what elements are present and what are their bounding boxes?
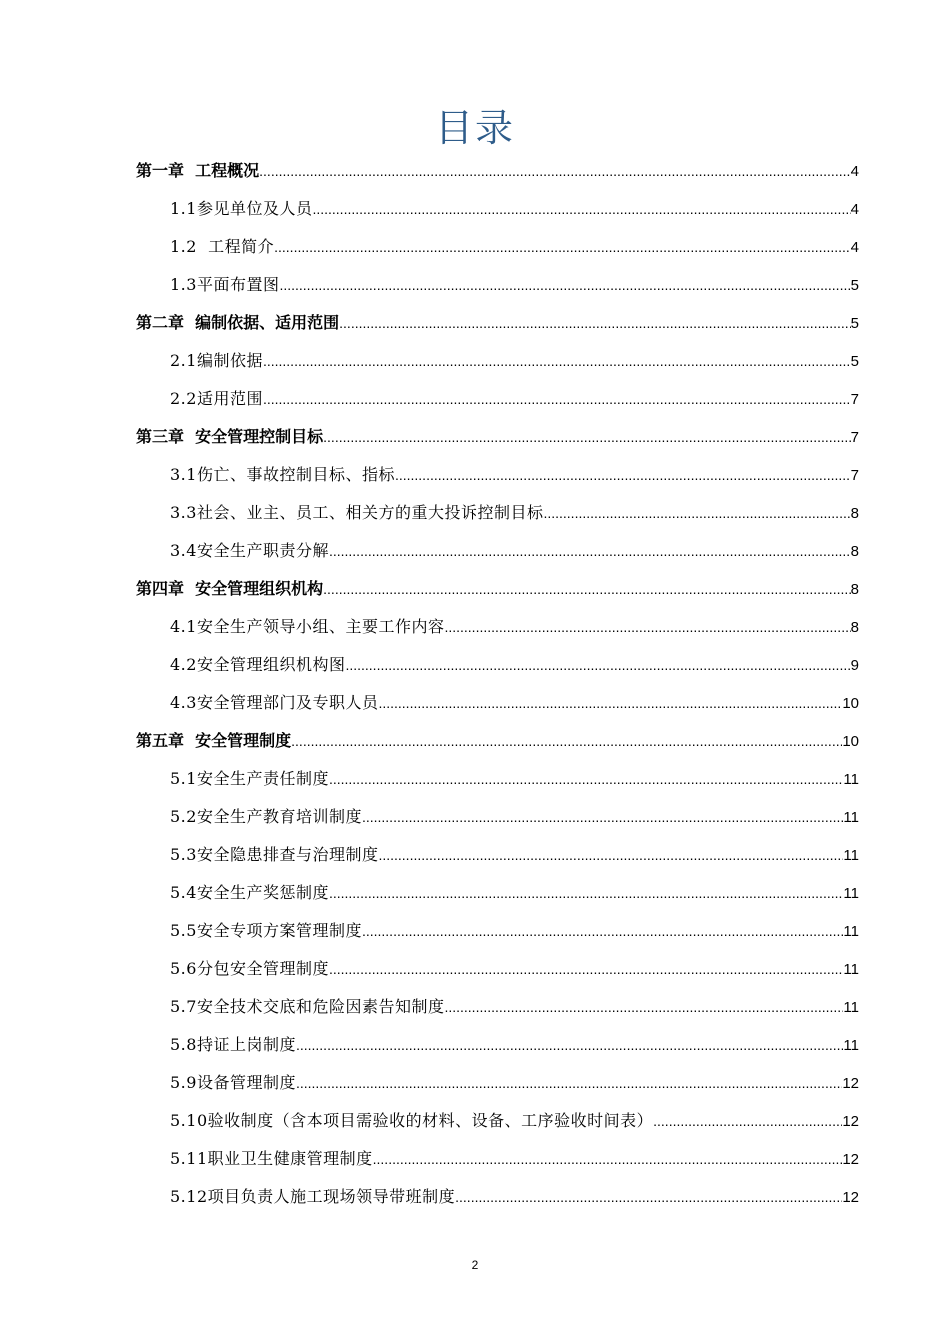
toc-entry-page-number: 5 <box>850 353 859 370</box>
toc-section-entry[interactable] <box>170 684 859 722</box>
dot-leader <box>323 570 851 608</box>
toc-section-entry[interactable] <box>170 1178 859 1216</box>
toc-entry-label: 5.3安全隐患排查与治理制度 <box>170 845 379 864</box>
toc-entry-page-number: 10 <box>842 695 859 712</box>
toc-section-entry[interactable] <box>170 1026 859 1064</box>
toc-entry-label: 3.3社会、业主、员工、相关方的重大投诉控制目标 <box>170 503 544 522</box>
dot-leader <box>345 646 850 684</box>
toc-entry-page-number: 11 <box>843 771 859 788</box>
toc-section-entry[interactable] <box>170 950 859 988</box>
dot-leader <box>378 836 843 874</box>
dot-leader <box>291 722 842 760</box>
toc-chapter-entry[interactable] <box>136 418 859 456</box>
toc-entry-label: 2.2适用范围 <box>170 389 263 408</box>
toc-entry-label: 5.12项目负责人施工现场领导带班制度 <box>170 1187 456 1206</box>
toc-section-entry[interactable] <box>170 874 859 912</box>
toc-entry-page-number: 11 <box>843 961 859 978</box>
dot-leader <box>329 950 843 988</box>
toc-section-entry[interactable] <box>170 760 859 798</box>
toc-entry-page-number: 4 <box>850 163 859 180</box>
toc-section-entry[interactable] <box>170 1064 859 1102</box>
toc-section-entry[interactable] <box>170 456 859 494</box>
toc-entry-label: 第三章 安全管理控制目标 <box>136 427 324 446</box>
dot-leader <box>263 342 851 380</box>
toc-entry-page-number: 11 <box>843 1037 859 1054</box>
toc-entry-label: 5.10验收制度（含本项目需验收的材料、设备、工序验收时间表） <box>170 1111 654 1130</box>
toc-section-entry[interactable] <box>170 228 859 266</box>
dot-leader <box>259 152 851 190</box>
toc-entry-label: 5.8持证上岗制度 <box>170 1035 296 1054</box>
toc-entry-page-number: 12 <box>842 1113 859 1130</box>
dot-leader <box>339 304 851 342</box>
dot-leader <box>378 684 842 722</box>
toc-entry-label: 4.3安全管理部门及专职人员 <box>170 693 379 712</box>
toc-chapter-entry[interactable] <box>136 304 859 342</box>
toc-entry-label: 5.6分包安全管理制度 <box>170 959 329 978</box>
toc-entry-page-number: 12 <box>842 1075 859 1092</box>
toc-entry-page-number: 7 <box>850 429 859 446</box>
toc-section-entry[interactable] <box>170 988 859 1026</box>
toc-section-entry[interactable] <box>170 380 859 418</box>
toc-section-entry[interactable] <box>170 266 859 304</box>
dot-leader <box>543 494 850 532</box>
toc-entry-label: 第四章 安全管理组织机构 <box>136 579 324 598</box>
dot-leader <box>263 380 851 418</box>
toc-entry-page-number: 7 <box>850 467 859 484</box>
dot-leader <box>395 456 851 494</box>
toc-entry-label: 5.5安全专项方案管理制度 <box>170 921 362 940</box>
toc-entry-page-number: 5 <box>850 315 859 332</box>
toc-entry-label: 5.7安全技术交底和危险因素告知制度 <box>170 997 445 1016</box>
toc-entry-label: 2.1编制依据 <box>170 351 263 370</box>
dot-leader <box>329 532 851 570</box>
toc-entry-label: 4.2安全管理组织机构图 <box>170 655 346 674</box>
toc-section-entry[interactable] <box>170 494 859 532</box>
toc-section-entry[interactable] <box>170 912 859 950</box>
dot-leader <box>279 266 850 304</box>
toc-chapter-entry[interactable] <box>136 722 859 760</box>
toc-entry-page-number: 11 <box>843 847 859 864</box>
dot-leader <box>373 1140 843 1178</box>
toc-entry-page-number: 11 <box>843 885 859 902</box>
toc-entry-label: 第五章 安全管理制度 <box>136 731 292 750</box>
toc-entry-page-number: 8 <box>850 543 859 560</box>
toc-entry-page-number: 11 <box>843 923 859 940</box>
toc-entry-page-number: 10 <box>842 733 859 750</box>
toc-chapter-entry[interactable] <box>136 570 859 608</box>
toc-entry-page-number: 5 <box>850 277 859 294</box>
toc-entry-page-number: 12 <box>842 1189 859 1206</box>
dot-leader <box>274 228 851 266</box>
dot-leader <box>455 1178 842 1216</box>
toc-entry-page-number: 9 <box>850 657 859 674</box>
toc-section-entry[interactable] <box>170 1140 859 1178</box>
toc-entry-page-number: 8 <box>850 505 859 522</box>
toc-section-entry[interactable] <box>170 798 859 836</box>
toc-entry-label: 1.2 工程简介 <box>170 237 275 256</box>
toc-entry-label: 3.1伤亡、事故控制目标、指标 <box>170 465 395 484</box>
dot-leader <box>653 1102 842 1140</box>
toc-entry-page-number: 7 <box>850 391 859 408</box>
toc-section-entry[interactable] <box>170 646 859 684</box>
toc-entry-label: 5.2安全生产教育培训制度 <box>170 807 362 826</box>
toc-entry-label: 第二章 编制依据、适用范围 <box>136 313 340 332</box>
toc-entry-page-number: 11 <box>843 809 859 826</box>
toc-entry-label: 5.11职业卫生健康管理制度 <box>170 1149 373 1168</box>
toc-title: 目录 <box>434 106 515 150</box>
dot-leader <box>362 912 843 950</box>
toc-entry-label: 5.1安全生产责任制度 <box>170 769 329 788</box>
dot-leader <box>296 1064 842 1102</box>
toc-entry-label: 1.1参见单位及人员 <box>170 199 313 218</box>
toc-section-entry[interactable] <box>170 342 859 380</box>
toc-entry-page-number: 4 <box>850 201 859 218</box>
toc-entry-label: 第一章 工程概况 <box>136 161 260 180</box>
toc-section-entry[interactable] <box>170 836 859 874</box>
toc-entry-page-number: 8 <box>850 581 859 598</box>
dot-leader <box>362 798 843 836</box>
toc-entry-label: 1.3平面布置图 <box>170 275 280 294</box>
dot-leader <box>296 1026 843 1064</box>
toc-entry-label: 4.1安全生产领导小组、主要工作内容 <box>170 617 445 636</box>
toc-section-entry[interactable] <box>170 1102 859 1140</box>
dot-leader <box>323 418 851 456</box>
page-number: 2 <box>471 1258 479 1272</box>
toc-entry-label: 5.4安全生产奖惩制度 <box>170 883 329 902</box>
toc-section-entry[interactable] <box>170 608 859 646</box>
dot-leader <box>329 874 843 912</box>
toc-section-entry[interactable] <box>170 532 859 570</box>
toc-chapter-entry[interactable] <box>136 152 859 190</box>
toc-entry-page-number: 4 <box>850 239 859 256</box>
dot-leader <box>329 760 843 798</box>
dot-leader <box>312 190 850 228</box>
toc-entry-page-number: 8 <box>850 619 859 636</box>
dot-leader <box>444 608 850 646</box>
toc-section-entry[interactable] <box>170 190 859 228</box>
toc-entry-label: 5.9设备管理制度 <box>170 1073 296 1092</box>
toc-entry-label: 3.4安全生产职责分解 <box>170 541 329 560</box>
toc-entry-page-number: 11 <box>843 999 859 1016</box>
dot-leader <box>444 988 843 1026</box>
toc-entry-page-number: 12 <box>842 1151 859 1168</box>
